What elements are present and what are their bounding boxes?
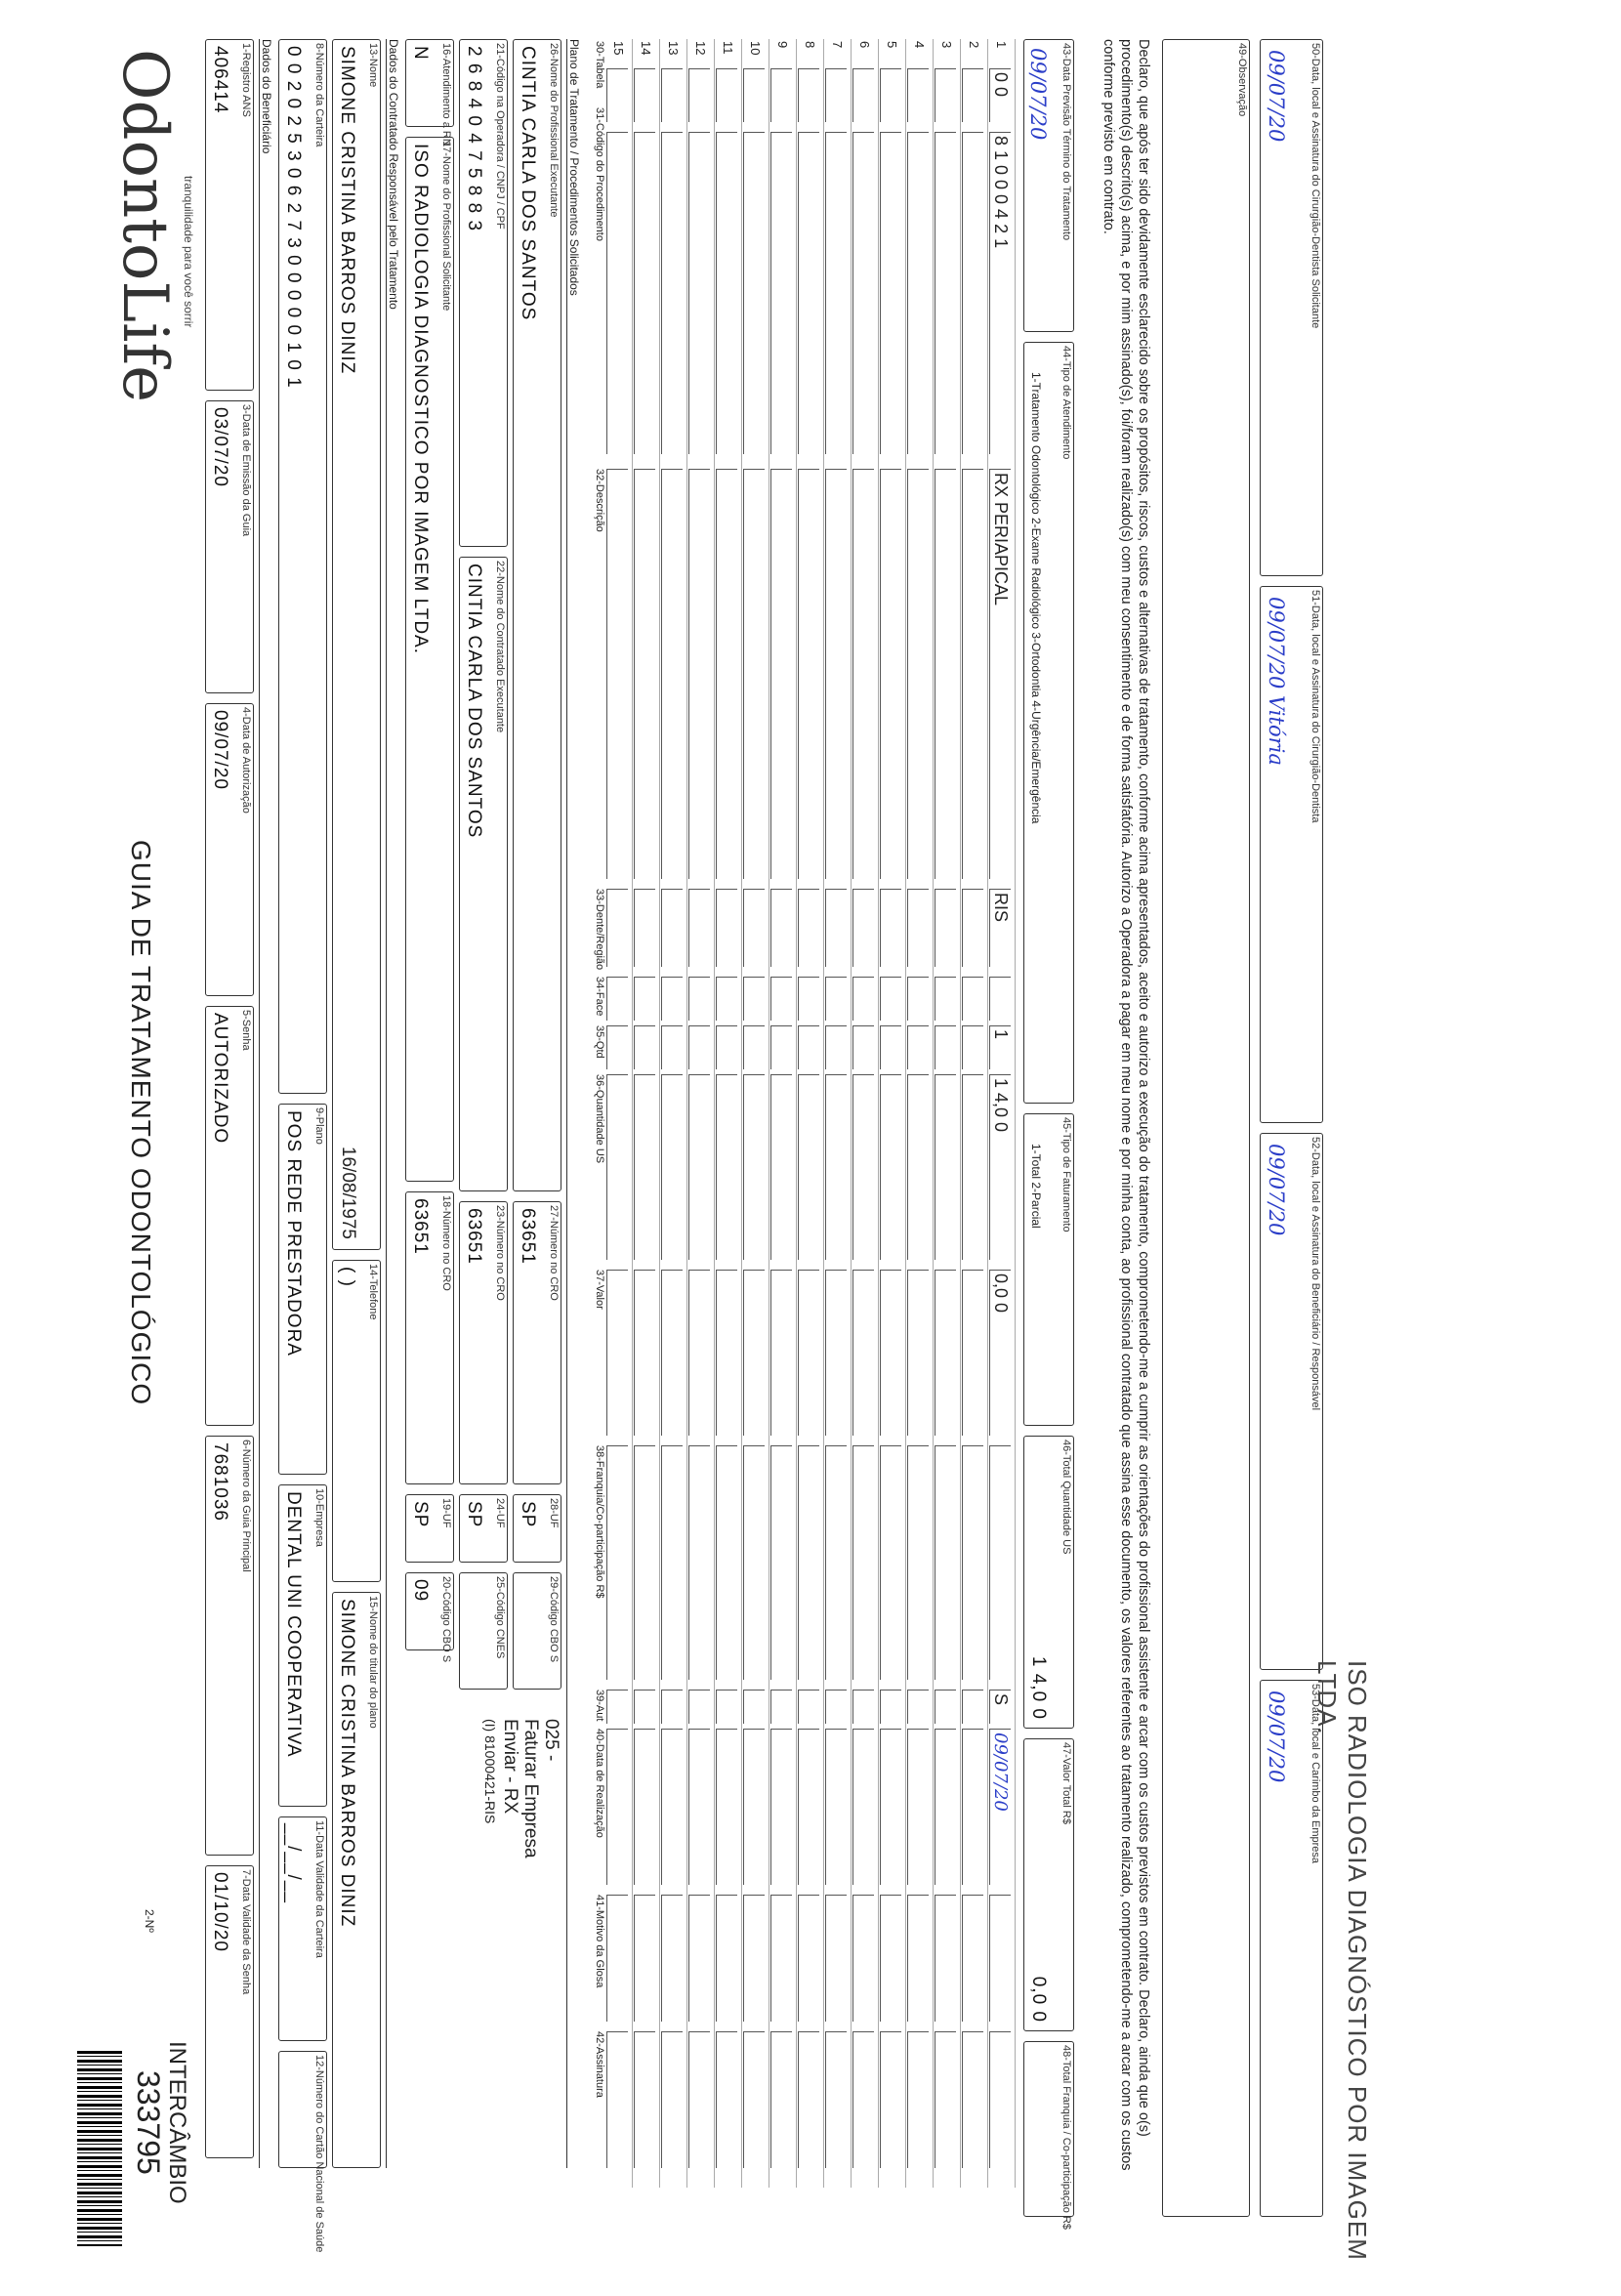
cell-face bbox=[989, 977, 1011, 1021]
cell-assinatura bbox=[935, 2031, 956, 2168]
field-carteira: 8-Número da Carteira 0 0 2 0 2 5 3 0 6 2 7 3 0 0 0 0 0 1 0 1 bbox=[278, 39, 327, 1094]
cell-us bbox=[661, 1074, 683, 1260]
cell-glosa bbox=[962, 1895, 983, 2022]
cell-face bbox=[606, 977, 628, 1021]
field-empresa: 10-Empresa DENTAL UNI COOPERATIVA bbox=[278, 1484, 327, 1807]
field-data-autorizacao: 4-Data de Autorização 09/07/20 bbox=[205, 703, 254, 996]
cell-tabela bbox=[688, 68, 710, 122]
cell-aut bbox=[825, 1690, 847, 1724]
cell-aut bbox=[852, 1690, 874, 1724]
field-telefone: 14-Telefone ( ) bbox=[332, 1260, 381, 1582]
table-row bbox=[933, 39, 961, 2188]
cell-face bbox=[935, 977, 956, 1021]
cell-aut: S bbox=[989, 1690, 1011, 1724]
row-number: 14 bbox=[639, 41, 653, 56]
signature-solicitante: 50-Data, local e Assinatura do Cirurgião-Dentista Solicitante 09/07/20 bbox=[1260, 39, 1323, 576]
cell-descricao bbox=[743, 469, 765, 879]
field-uf-24: 24-UF SP bbox=[459, 1494, 508, 1563]
signature-empresa: 53-Data, local e Carimbo da Empresa 09/07/20 bbox=[1260, 1680, 1323, 2217]
cell-assinatura bbox=[880, 2031, 901, 2168]
section-plano: Plano de Tratamento / Procedimentos Solicitados bbox=[566, 39, 581, 2168]
cell-aut bbox=[743, 1690, 765, 1724]
cell-codigo bbox=[606, 132, 628, 454]
field-previsao-termino: 43-Data Previsão Término do Tratamento 09/07/20 bbox=[1023, 39, 1074, 332]
cell-franquia bbox=[852, 1445, 874, 1680]
cell-glosa bbox=[661, 1895, 683, 2022]
table-row bbox=[823, 39, 852, 2188]
cell-aut bbox=[798, 1690, 819, 1724]
field-uf-19: 19-UF SP bbox=[405, 1494, 454, 1563]
cell-data bbox=[825, 1729, 847, 1885]
cell-qtd bbox=[743, 1025, 765, 1069]
cell-codigo bbox=[852, 132, 874, 454]
row-number: 10 bbox=[748, 41, 763, 56]
cell-data bbox=[852, 1729, 874, 1885]
cell-franquia bbox=[661, 1445, 683, 1680]
cell-assinatura bbox=[688, 2031, 710, 2168]
cell-codigo bbox=[907, 132, 929, 454]
cell-valor bbox=[606, 1270, 628, 1436]
field-plano: 9-Plano POS REDE PRESTADORA bbox=[278, 1104, 327, 1475]
cell-tabela bbox=[770, 68, 792, 122]
cell-valor bbox=[962, 1270, 983, 1436]
table-row bbox=[960, 39, 988, 2188]
row-number: 6 bbox=[857, 41, 872, 49]
cell-data bbox=[661, 1729, 683, 1885]
cell-codigo bbox=[716, 132, 737, 454]
row-number: 4 bbox=[912, 41, 927, 49]
declaration-text: Declaro, que após ter sido devidamente esclarecido sobre os propósitos, riscos, custos e alternativas de tratamento, conforme acima apresentados, aceito e autorizo a execução do tratamento, comprometendo-me a cumprir as orientações do profissional assistente e arcar com os custos previstos em contrato. Declaro, ainda que o(s) procedimento(s) descrito(s) acima, e por mim assinado(s), foi/foram realizado(s) com meu consentimento e de forma satisfatória. Autorizo a Operadora a pagar em meu nome e por minha conta, ao profissional contratado que assina esse documento, os valores referentes ao tratamento realizado, comprometendo-me a arcar com os custos conforme previsto em contrato. bbox=[1101, 39, 1151, 2171]
cell-aut bbox=[716, 1690, 737, 1724]
cell-glosa bbox=[798, 1895, 819, 2022]
field-cbo-20: 20-Código CBO S 09 bbox=[405, 1572, 454, 1650]
row-number: 5 bbox=[885, 41, 899, 49]
cell-codigo bbox=[962, 132, 983, 454]
cell-tabela bbox=[606, 68, 628, 122]
cell-qtd bbox=[770, 1025, 792, 1069]
cell-franquia bbox=[716, 1445, 737, 1680]
cell-dente bbox=[716, 889, 737, 967]
cell-assinatura bbox=[852, 2031, 874, 2168]
cell-dente bbox=[770, 889, 792, 967]
cell-franquia bbox=[962, 1445, 983, 1680]
cell-valor bbox=[935, 1270, 956, 1436]
table-row bbox=[741, 39, 769, 2188]
cell-glosa bbox=[606, 1895, 628, 2022]
cell-dente bbox=[962, 889, 983, 967]
table-row bbox=[796, 39, 824, 2188]
cell-us bbox=[907, 1074, 929, 1260]
cell-qtd bbox=[962, 1025, 983, 1069]
cell-assinatura bbox=[634, 2031, 655, 2168]
cell-qtd bbox=[688, 1025, 710, 1069]
row-number: 2 bbox=[967, 41, 981, 49]
cell-face bbox=[661, 977, 683, 1021]
cell-valor bbox=[770, 1270, 792, 1436]
cell-us bbox=[688, 1074, 710, 1260]
field-cro-27: 27-Número no CRO 63651 bbox=[513, 1201, 561, 1484]
cell-aut bbox=[880, 1690, 901, 1724]
cell-dente bbox=[880, 889, 901, 967]
cell-face bbox=[907, 977, 929, 1021]
cell-franquia bbox=[798, 1445, 819, 1680]
cell-data bbox=[880, 1729, 901, 1885]
field-tipo-atendimento: 44-Tipo de Atendimento 1-Tratamento Odontológico 2-Exame Radiológico 3-Ortodontia 4-Urgência/Emergência bbox=[1023, 342, 1074, 1104]
cell-tabela bbox=[907, 68, 929, 122]
field-validade-carteira: 11-Data Validade da Carteira __/__/__ bbox=[278, 1816, 327, 2041]
signature-beneficiario: 52-Data, local e Assinatura do Beneficiário / Responsável 09/07/20 bbox=[1260, 1133, 1323, 1670]
cell-glosa bbox=[770, 1895, 792, 2022]
cell-descricao bbox=[852, 469, 874, 879]
cell-valor bbox=[716, 1270, 737, 1436]
via-label: 2-Nº bbox=[143, 1909, 156, 1933]
cell-franquia bbox=[606, 1445, 628, 1680]
cell-valor bbox=[743, 1270, 765, 1436]
cell-glosa bbox=[989, 1895, 1011, 2022]
cell-codigo bbox=[688, 132, 710, 454]
cell-assinatura bbox=[661, 2031, 683, 2168]
cell-qtd bbox=[798, 1025, 819, 1069]
cell-face bbox=[716, 977, 737, 1021]
cell-aut bbox=[606, 1690, 628, 1724]
cell-glosa bbox=[716, 1895, 737, 2022]
cell-qtd bbox=[935, 1025, 956, 1069]
cell-codigo bbox=[825, 132, 847, 454]
cell-dente bbox=[606, 889, 628, 967]
cell-descricao bbox=[606, 469, 628, 879]
cell-us bbox=[716, 1074, 737, 1260]
cell-assinatura bbox=[716, 2031, 737, 2168]
cell-assinatura bbox=[825, 2031, 847, 2168]
cell-codigo bbox=[798, 132, 819, 454]
table-row bbox=[632, 39, 660, 2188]
procedure-table bbox=[586, 39, 1016, 2168]
cell-descricao: RX PERIAPICAL bbox=[989, 469, 1011, 879]
field-cbo-29: 29-Código CBO S bbox=[513, 1572, 561, 1690]
cell-dente bbox=[907, 889, 929, 967]
cell-qtd bbox=[852, 1025, 874, 1069]
row-number: 11 bbox=[721, 41, 735, 55]
cell-aut bbox=[770, 1690, 792, 1724]
cell-us bbox=[743, 1074, 765, 1260]
field-cartao-nacional: 12-Número do Cartão Nacional de Saúde bbox=[278, 2051, 327, 2168]
cell-tabela bbox=[935, 68, 956, 122]
table-row bbox=[878, 39, 906, 2188]
field-tipo-faturamento: 45-Tipo de Faturamento 1-Total 2-Parcial bbox=[1023, 1113, 1074, 1426]
cell-us bbox=[606, 1074, 628, 1260]
cell-glosa bbox=[825, 1895, 847, 2022]
cell-descricao bbox=[688, 469, 710, 879]
section-beneficiario: Dados do Beneficiário bbox=[259, 39, 273, 2168]
cell-descricao bbox=[962, 469, 983, 879]
cell-descricao bbox=[935, 469, 956, 879]
cell-face bbox=[962, 977, 983, 1021]
table-row bbox=[905, 39, 934, 2188]
cell-franquia bbox=[880, 1445, 901, 1680]
cell-data bbox=[935, 1729, 956, 1885]
field-total-us: 46-Total Quantidade US 1 4,0 0 bbox=[1023, 1436, 1074, 1729]
side-notes: 025 - Faturar Empresa Enviar - RX (I) 81000421-RIS bbox=[482, 1719, 561, 1858]
cell-franquia bbox=[743, 1445, 765, 1680]
cell-glosa bbox=[880, 1895, 901, 2022]
cell-qtd: 1 bbox=[989, 1025, 1011, 1069]
cell-us bbox=[962, 1074, 983, 1260]
field-total-franquia: 48-Total Franquia / Co-participação R$ bbox=[1023, 2041, 1074, 2217]
logo-text: OdontoLife bbox=[108, 49, 181, 402]
cell-qtd bbox=[606, 1025, 628, 1069]
cell-valor bbox=[634, 1270, 655, 1436]
cell-franquia bbox=[825, 1445, 847, 1680]
birth-date: 16/08/1975 bbox=[338, 1146, 358, 1239]
cell-assinatura bbox=[743, 2031, 765, 2168]
cell-us bbox=[634, 1074, 655, 1260]
cell-tabela bbox=[634, 68, 655, 122]
cell-descricao bbox=[825, 469, 847, 879]
cell-aut bbox=[962, 1690, 983, 1724]
cell-tabela bbox=[825, 68, 847, 122]
cell-descricao bbox=[880, 469, 901, 879]
cell-descricao bbox=[634, 469, 655, 879]
barcode bbox=[77, 2051, 122, 2246]
cell-franquia bbox=[770, 1445, 792, 1680]
cell-qtd bbox=[907, 1025, 929, 1069]
cell-codigo bbox=[634, 132, 655, 454]
cell-us bbox=[825, 1074, 847, 1260]
cell-data bbox=[770, 1729, 792, 1885]
cell-data bbox=[798, 1729, 819, 1885]
table-body bbox=[605, 39, 1016, 2168]
cell-data bbox=[716, 1729, 737, 1885]
cell-aut bbox=[661, 1690, 683, 1724]
field-valor-total: 47-Valor Total R$ 0,0 0 bbox=[1023, 1738, 1074, 2031]
cell-dente bbox=[661, 889, 683, 967]
cell-data bbox=[688, 1729, 710, 1885]
cell-assinatura bbox=[962, 2031, 983, 2168]
intercambio-label: INTERCÂMBIO bbox=[164, 2041, 190, 2204]
cell-face bbox=[852, 977, 874, 1021]
cell-valor bbox=[798, 1270, 819, 1436]
cell-descricao bbox=[798, 469, 819, 879]
cell-tabela bbox=[852, 68, 874, 122]
cell-face bbox=[798, 977, 819, 1021]
field-titular: 15-Nome do titular do plano SIMONE CRISTINA BARROS DINIZ bbox=[332, 1592, 381, 2168]
cell-valor bbox=[688, 1270, 710, 1436]
field-senha: 5-Senha AUTORIZADO bbox=[205, 1006, 254, 1426]
row-number: 9 bbox=[775, 41, 790, 49]
cell-us: 1 4,0 0 bbox=[989, 1074, 1011, 1260]
cell-glosa bbox=[852, 1895, 874, 2022]
row-number: 7 bbox=[830, 41, 845, 49]
guide-number: 333795 bbox=[131, 2070, 166, 2175]
cell-qtd bbox=[716, 1025, 737, 1069]
cell-assinatura bbox=[989, 2031, 1011, 2168]
cell-qtd bbox=[661, 1025, 683, 1069]
field-data-emissao: 3-Data de Emissão da Guia 03/07/20 bbox=[205, 400, 254, 693]
form-page bbox=[68, 39, 1543, 2275]
cell-franquia bbox=[907, 1445, 929, 1680]
page-title: GUIA DE TRATAMENTO ODONTOLÓGICO bbox=[126, 840, 156, 1406]
cell-tabela bbox=[880, 68, 901, 122]
cell-assinatura bbox=[770, 2031, 792, 2168]
cell-dente bbox=[852, 889, 874, 967]
cell-franquia bbox=[935, 1445, 956, 1680]
table-header: 30-Tabela 31-Código do Procedimento 32-Descrição 33-Dente/Região 34-Face 35-Qtd 36-Quantidade US 37-Valor 38-Franquia/Co-participação R$ 39-Aut 40-Data de Realização 41-Motivo da Glosa 42-Assinatura bbox=[594, 41, 605, 2098]
cell-glosa bbox=[688, 1895, 710, 2022]
row-number: 12 bbox=[693, 41, 708, 56]
cell-data bbox=[962, 1729, 983, 1885]
tagline: tranquilidade para você sorrir bbox=[182, 176, 195, 328]
cell-data: 09/07/20 bbox=[989, 1729, 1011, 1885]
cell-descricao bbox=[716, 469, 737, 879]
cell-descricao bbox=[661, 469, 683, 879]
cell-valor bbox=[852, 1270, 874, 1436]
cell-qtd bbox=[825, 1025, 847, 1069]
cell-codigo bbox=[770, 132, 792, 454]
cell-us bbox=[770, 1074, 792, 1260]
cell-glosa bbox=[634, 1895, 655, 2022]
cell-data bbox=[634, 1729, 655, 1885]
cell-dente bbox=[798, 889, 819, 967]
field-codigo-operadora: 21-Código na Operadora / CNPJ / CPF 2 6 8 4 0 4 7 5 8 8 3 bbox=[459, 39, 508, 547]
table-row bbox=[769, 39, 797, 2188]
field-nome: 13-Nome SIMONE CRISTINA BARROS DINIZ 16/08/1975 bbox=[332, 39, 381, 1250]
cell-us bbox=[935, 1074, 956, 1260]
row-number: 3 bbox=[939, 41, 954, 49]
cell-tabela bbox=[661, 68, 683, 122]
registro-ans-value: 406414 bbox=[210, 46, 230, 114]
cell-data bbox=[606, 1729, 628, 1885]
table-row bbox=[686, 39, 715, 2188]
field-registro-ans: 1-Registro ANS 406414 bbox=[205, 39, 254, 391]
cell-valor bbox=[880, 1270, 901, 1436]
section-contratado: Dados do Contratado Responsável pelo Tratamento bbox=[386, 39, 400, 2168]
field-validade-senha: 7-Data Validade da Senha 01/10/20 bbox=[205, 1865, 254, 2158]
cell-aut bbox=[634, 1690, 655, 1724]
cell-codigo bbox=[935, 132, 956, 454]
cell-descricao bbox=[770, 469, 792, 879]
cell-data bbox=[907, 1729, 929, 1885]
cell-descricao bbox=[907, 469, 929, 879]
field-contratado-executante: 22-Nome do Contratado Executante CINTIA CARLA DOS SANTOS bbox=[459, 557, 508, 1191]
cell-valor bbox=[825, 1270, 847, 1436]
cell-face bbox=[743, 977, 765, 1021]
cell-glosa bbox=[935, 1895, 956, 2022]
company-stamp: ISO RADIOLOGIA DIAGNÓSTICO POR IMAGEM LTDA. bbox=[1312, 1660, 1372, 2261]
cell-face bbox=[634, 977, 655, 1021]
cell-data bbox=[743, 1729, 765, 1885]
row-number: 15 bbox=[611, 41, 626, 56]
cell-qtd bbox=[880, 1025, 901, 1069]
cell-tabela bbox=[716, 68, 737, 122]
row-number: 1 bbox=[994, 41, 1009, 49]
cell-us bbox=[798, 1074, 819, 1260]
cell-tabela bbox=[798, 68, 819, 122]
cell-qtd bbox=[634, 1025, 655, 1069]
cell-franquia bbox=[634, 1445, 655, 1680]
cell-tabela: 0 0 bbox=[989, 68, 1011, 122]
field-rn: 16-Atendimento a RN N bbox=[405, 39, 454, 127]
cell-face bbox=[880, 977, 901, 1021]
cell-face bbox=[825, 977, 847, 1021]
cell-valor: 0,0 0 bbox=[989, 1270, 1011, 1436]
signature-dentista: 51-Data, local e Assinatura do Cirurgião-Dentista 09/07/20 Vitória bbox=[1260, 586, 1323, 1123]
logo bbox=[108, 49, 181, 402]
cell-valor bbox=[661, 1270, 683, 1436]
cell-dente bbox=[743, 889, 765, 967]
cell-codigo bbox=[880, 132, 901, 454]
cell-assinatura bbox=[798, 2031, 819, 2168]
field-cnes: 25-Código CNES bbox=[459, 1572, 508, 1690]
table-row bbox=[659, 39, 687, 2188]
cell-glosa bbox=[743, 1895, 765, 2022]
cell-codigo bbox=[661, 132, 683, 454]
field-uf-28: 28-UF SP bbox=[513, 1494, 561, 1563]
field-cro-18: 18-Número no CRO 63651 bbox=[405, 1191, 454, 1484]
table-row bbox=[851, 39, 879, 2188]
table-row bbox=[714, 39, 742, 2188]
cell-glosa bbox=[907, 1895, 929, 2022]
cell-face bbox=[688, 977, 710, 1021]
row-number: 13 bbox=[666, 41, 681, 56]
cell-dente bbox=[935, 889, 956, 967]
field-observacao: 49-Observação bbox=[1162, 39, 1250, 2217]
field-profissional-solicitante: 17-Nome do Profissional Solicitante ISO RADIOLOGIA DIAGNOSTICO POR IMAGEM LTDA. bbox=[405, 137, 454, 1182]
cell-assinatura bbox=[907, 2031, 929, 2168]
cell-tabela bbox=[962, 68, 983, 122]
cell-tabela bbox=[743, 68, 765, 122]
table-row bbox=[987, 39, 1016, 2188]
field-cro-23: 23-Número no CRO 63651 bbox=[459, 1201, 508, 1484]
cell-dente bbox=[634, 889, 655, 967]
row-number: 8 bbox=[803, 41, 817, 49]
cell-codigo: 8 1 0 0 0 4 2 1 bbox=[989, 132, 1011, 454]
cell-valor bbox=[907, 1270, 929, 1436]
cell-aut bbox=[688, 1690, 710, 1724]
cell-franquia bbox=[688, 1445, 710, 1680]
cell-aut bbox=[907, 1690, 929, 1724]
field-profissional-executante: 26-Nome do Profissional Executante CINTIA CARLA DOS SANTOS bbox=[513, 39, 561, 1191]
cell-codigo bbox=[743, 132, 765, 454]
cell-dente bbox=[825, 889, 847, 967]
field-guia-principal: 6-Número da Guia Principal 7681036 bbox=[205, 1436, 254, 1856]
cell-us bbox=[880, 1074, 901, 1260]
cell-us bbox=[852, 1074, 874, 1260]
cell-assinatura bbox=[606, 2031, 628, 2168]
table-row bbox=[604, 39, 633, 2188]
cell-dente bbox=[688, 889, 710, 967]
cell-dente: RIS bbox=[989, 889, 1011, 967]
cell-aut bbox=[935, 1690, 956, 1724]
cell-franquia bbox=[989, 1445, 1011, 1680]
cell-face bbox=[770, 977, 792, 1021]
